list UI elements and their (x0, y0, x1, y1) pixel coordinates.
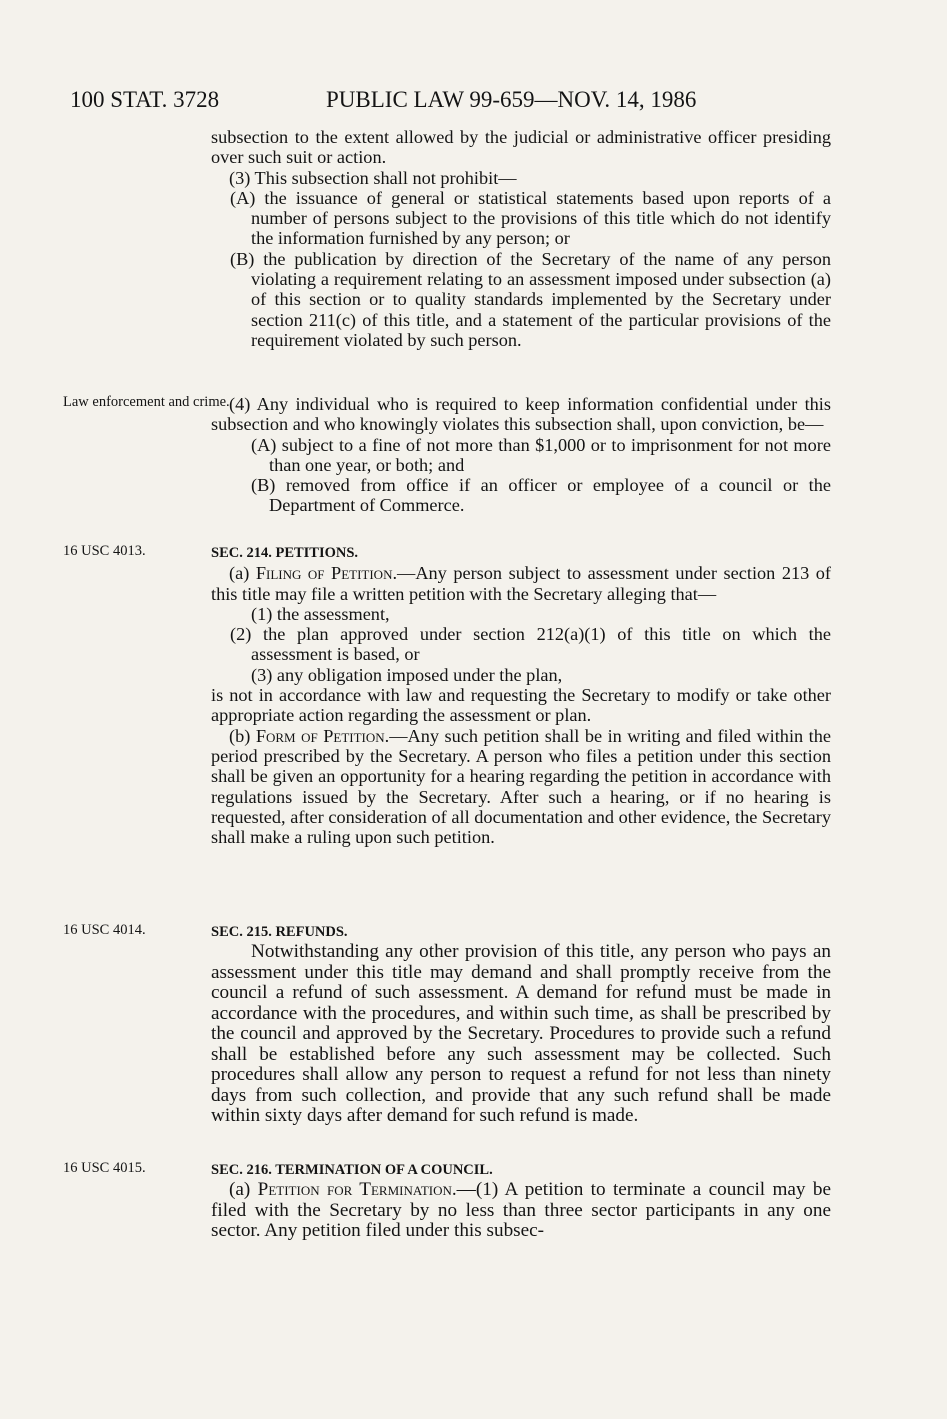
subparagraph-3b: (B) the publication by direction of the Secretary of the name of any person violating a requirement relating to an assessment imposed under subsection (a) of this section or to quality standards implemented by the Secretary under section 211(c) of this title, and a statement of the particular provisions of the requirement violated by such person. (230, 248, 831, 350)
section-216-block (211, 1160, 831, 1242)
list-item: (2) the plan approved under section 212(a)(1) of this title on which the assessment is based, or (230, 624, 831, 665)
subparagraph-3a: (A) the issuance of general or statistical statements based upon reports of a number of persons subject to the provisions of this title which do not identify the information furnished by any person; or (230, 187, 831, 249)
section-214-subsection-b: (b) Form of Petition.—Any such petition shall be in writing and filed within the period prescribed by the Secretary. A person who files a petition under this section shall be given an opportunity for a hearing regarding the petition in accordance with regulations issued by the Secretary. After such a hearing, or if no hearing is requested, after consideration of all documentation and other evidence, the Secretary shall make a ruling upon such petition. (211, 725, 831, 848)
subsection-b-heading: Form of Petition (255, 725, 385, 746)
margin-note-usc-4013: 16 USC 4013. (63, 543, 146, 559)
continued-paragraph: subsection to the extent allowed by the judicial or administrative officer presiding over such suit or action. (211, 127, 831, 168)
section-215-text: Notwithstanding any other provision of this title, any person who pays an assessment under this title may demand and shall promptly receive from the council a refund of such assessment. A demand for refund must be made in accordance with the procedures, and within such time, as shall be prescribed by the council and approved by the Secretary. Procedures to provide such a refund shall be established before any such assessment may be collected. Such procedures shall allow any person to request a refund for not less than ninety days from such collection, and provide that any such refund shall be made within sixty days after demand for such refund is made. (211, 941, 831, 1127)
list-item: (3) any obligation imposed under the plan, (251, 664, 563, 685)
subparagraph-4a: (A) subject to a fine of not more than $1,000 or to imprisonment for not more than one year, or both; and (251, 434, 831, 475)
running-header: PUBLIC LAW 99-659—NOV. 14, 1986 (326, 87, 697, 112)
margin-note-usc-4015: 16 USC 4015. (63, 1160, 146, 1176)
section-215-block (211, 922, 831, 1127)
statute-page-number: 100 STAT. 3728 (70, 87, 220, 112)
subsection-3-block (211, 127, 831, 350)
section-216-subsection-a: (a) Petition for Termination.—(1) A petition to terminate a council may be filed with the Secretary by no less than three sector participants in any one sector. Any petition filed under this subsec- (211, 1179, 832, 1242)
section-heading-215: SEC. 215. REFUNDS. (211, 924, 348, 940)
subparagraph-4b: (B) removed from office if an officer or employee of a council or the Department of Commerce. (251, 475, 831, 516)
subsection-4-block (211, 394, 831, 516)
section-214-block (211, 543, 831, 847)
paragraph-4: (4) Any individual who is required to keep information confidential under this subsection and who knowingly violates this subsection shall, upon conviction, be— (211, 394, 831, 435)
paragraph-3: (3) This subsection shall not prohibit— (229, 167, 517, 188)
margin-note-usc-4014: 16 USC 4014. (63, 922, 146, 938)
margin-note-law-enforcement: Law enforcement and crime. (63, 394, 230, 410)
subsection-a-heading: Filing of Petition (255, 563, 393, 584)
list-item: (1) the assessment, (251, 603, 390, 624)
subsection-a-heading: Petition for Termination (257, 1179, 452, 1201)
section-heading-216: SEC. 216. TERMINATION OF A COUNCIL. (211, 1162, 493, 1178)
section-214-closing-text: is not in accordance with law and requesting the Secretary to modify or take other appropriate action regarding the assessment or plan. (211, 685, 831, 726)
section-heading-214: SEC. 214. PETITIONS. (211, 545, 359, 561)
section-214-subsection-a: (a) Filing of Petition.—Any person subject to assessment under section 213 of this title may file a written petition with the Secretary alleging that— (211, 563, 832, 604)
